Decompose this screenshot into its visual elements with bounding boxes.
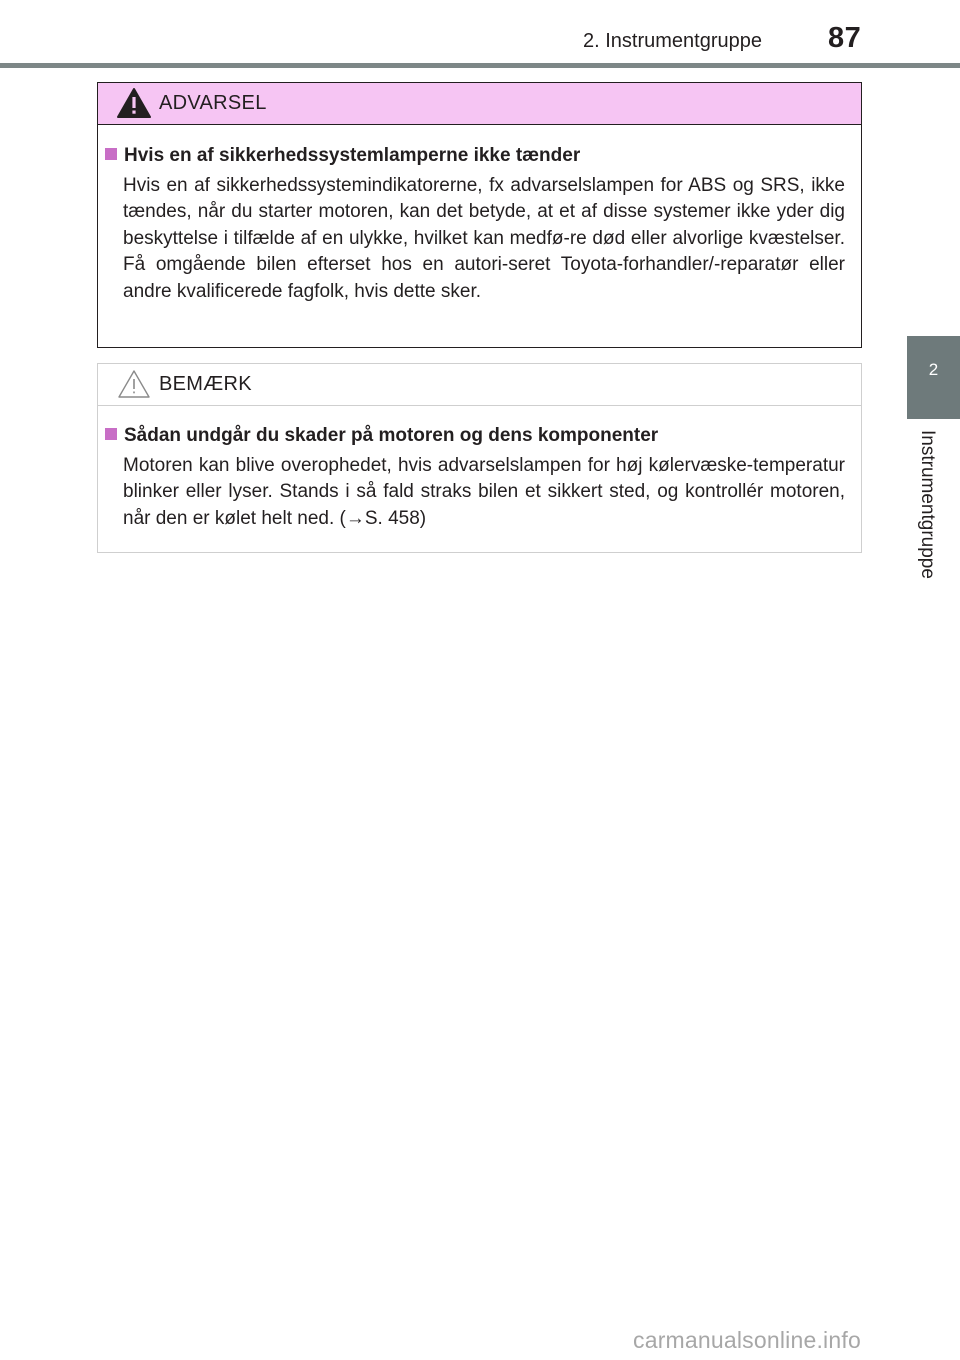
notice-item-heading bbox=[105, 425, 658, 447]
watermark: carmanualsonline.info bbox=[633, 1327, 861, 1353]
page-header bbox=[0, 0, 960, 70]
warning-item-heading bbox=[105, 145, 580, 167]
chapter-tab bbox=[907, 336, 960, 419]
warning-triangle-icon bbox=[116, 87, 152, 119]
square-bullet-icon bbox=[105, 148, 117, 160]
warning-box bbox=[97, 82, 862, 348]
chapter-label: Instrumentgruppe bbox=[917, 430, 938, 579]
warning-box-title: ADVARSEL bbox=[159, 92, 267, 114]
warning-item-heading-text: Hvis en af sikkerhedssystemlamperne ikke tænder bbox=[124, 145, 581, 166]
header-divider bbox=[0, 63, 960, 68]
notice-item-text: Motoren kan blive overophedet, hvis advarselslampen for høj kølervæske-temperatur blinker eller lyser. Stands i så fald straks bilen et sikkert sted, og kontrollér motoren, når den er kølet helt ned. (→S. 458) bbox=[123, 455, 845, 529]
warning-item-text: Hvis en af sikkerhedssystemindikatorerne, fx advarselslampen for ABS og SRS, ikke tændes, når du starter motoren, kan det betyde, at et af disse systemer ikke yder dig beskyttelse i tilfælde af en ulykke, hvilket kan medfø-re død eller alvorlige kvæstelser. Få omgående bilen efterset hos en autori-seret Toyota-forhandler/-reparatør eller andre kvalificerede fagfolk, hvis dette sker. bbox=[123, 175, 845, 302]
notice-box bbox=[97, 363, 862, 553]
notice-box-title: BEMÆRK bbox=[159, 373, 252, 395]
chapter-number: 2 bbox=[928, 360, 939, 379]
caution-triangle-icon bbox=[116, 368, 152, 400]
square-bullet-icon bbox=[105, 428, 117, 440]
page-number: 87 bbox=[828, 22, 862, 54]
notice-box-header bbox=[98, 364, 861, 406]
warning-box-header bbox=[98, 83, 861, 125]
notice-item-heading-text: Sådan undgår du skader på motoren og dens komponenter bbox=[124, 425, 659, 446]
section-title: 2. Instrumentgruppe bbox=[583, 30, 762, 52]
